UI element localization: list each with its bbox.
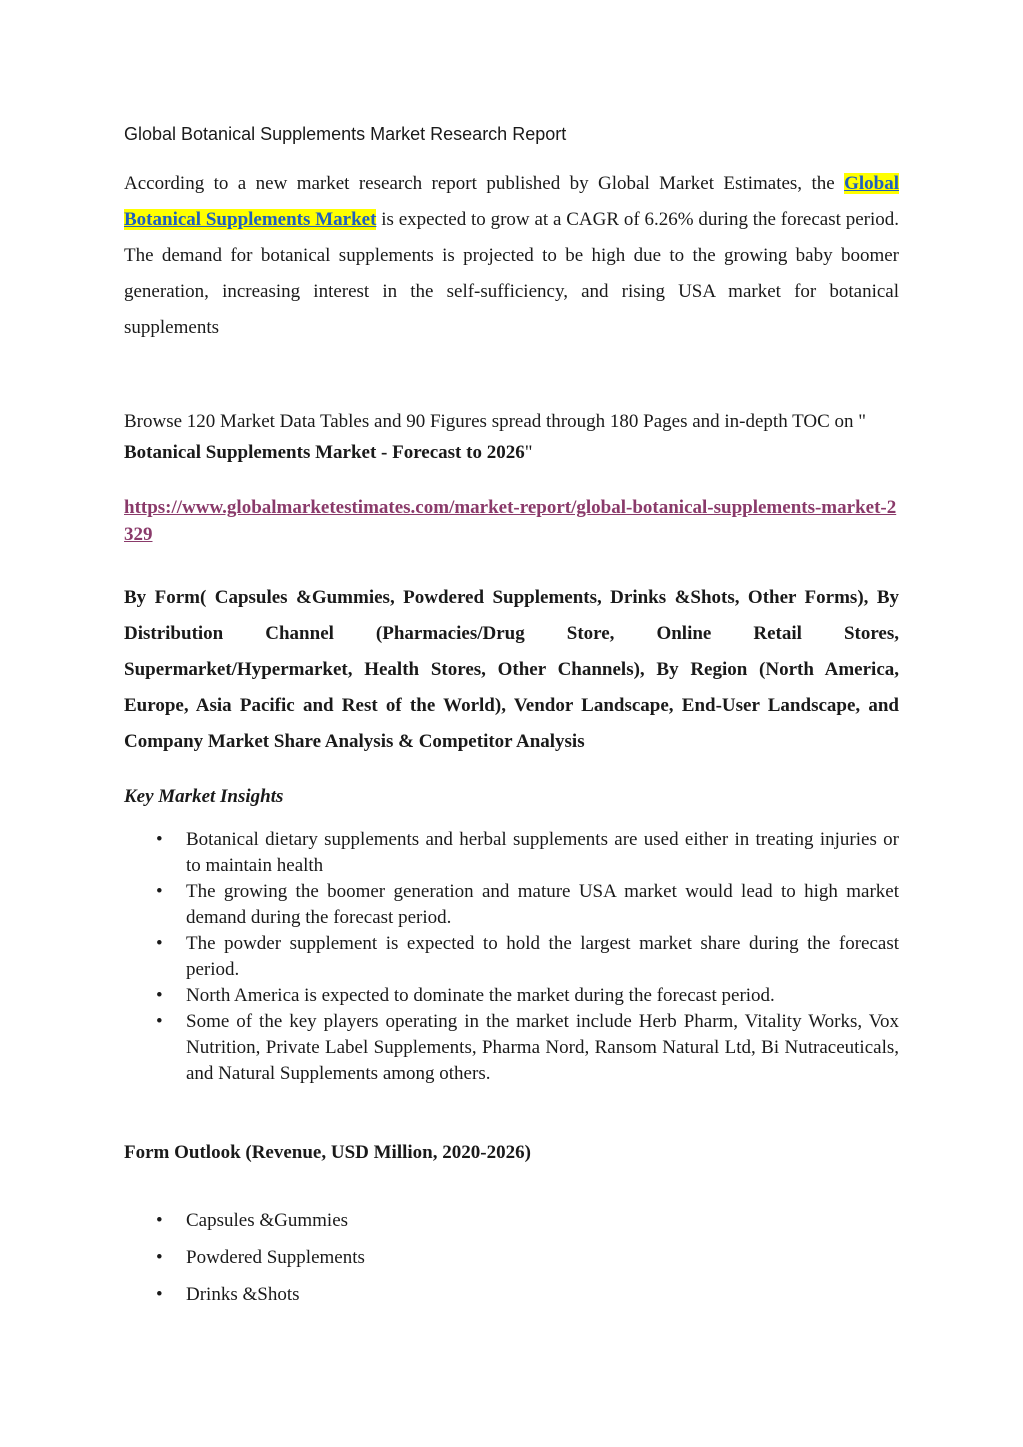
insight-text: Botanical dietary supplements and herbal supplements are used either in treating injuries or to maintain health [186, 829, 899, 876]
form-outlook-heading: Form Outlook (Revenue, USD Million, 2020-2026) [124, 1142, 531, 1163]
form-item-text: Powdered Supplements [186, 1247, 365, 1268]
bullet-icon: • [156, 1284, 163, 1305]
bullet-icon: • [156, 829, 163, 850]
browse-text-before: Browse 120 Market Data Tables and 90 Figures spread through 180 Pages and in-depth TOC on " [124, 411, 867, 432]
intro-text-before: According to a new market research report published by Global Market Estimates, the [124, 173, 845, 194]
bullet-icon: • [156, 881, 163, 902]
insight-text: The growing the boomer generation and mature USA market would lead to high market demand during the forecast period. [186, 881, 899, 928]
insights-heading: Key Market Insights [124, 786, 284, 807]
insight-text: Some of the key players operating in the market include Herb Pharm, Vitality Works, Vox Nutrition, Private Label Supplements, Pharma Nord, Ransom Natural Ltd, Bi Nutraceuticals, and Natural Supplements among others. [186, 1011, 899, 1084]
list-item [124, 1009, 899, 1087]
bullet-icon: • [156, 1210, 163, 1231]
insights-list [124, 827, 899, 1087]
browse-text-after: " [524, 442, 533, 463]
list-item [124, 1202, 899, 1239]
form-outlook-list [124, 1202, 899, 1313]
intro-text-after: is expected to grow at a CAGR of 6.26% during the forecast period. The demand for botanical supplements is projected to be high due to the growing baby boomer generation, increasing interest in the self-sufficiency, and rising USA market for botanical supplements [124, 209, 899, 338]
document-title: Global Botanical Supplements Market Research Report [124, 124, 567, 144]
report-name: Botanical Supplements Market - Forecast to 2026 [124, 442, 525, 463]
list-item [124, 879, 899, 931]
list-item [124, 1239, 899, 1276]
form-item-text: Drinks &Shots [186, 1284, 300, 1305]
list-item [124, 983, 899, 1009]
insight-text: The powder supplement is expected to hold the largest market share during the forecast period. [186, 933, 899, 980]
form-item-text: Capsules &Gummies [186, 1210, 349, 1231]
bullet-icon: • [156, 985, 163, 1006]
segments-paragraph: By Form( Capsules &Gummies, Powdered Supplements, Drinks &Shots, Other Forms), By Distribution Channel (Pharmacies/Drug Store, Online Retail Stores, Supermarket/Hypermarket, Health Stores, Other Channels), By Region (North America, Europe, Asia Pacific and Rest of the World), Vendor Landscape, End-User Landscape, and Company Market Share Analysis & Competitor Analysis [124, 587, 899, 752]
bullet-icon: • [156, 1011, 163, 1032]
browse-paragraph [124, 406, 899, 468]
report-url-link[interactable]: https://www.globalmarketestimates.com/market-report/global-botanical-supplements-market-2329 [124, 497, 897, 545]
bullet-icon: • [156, 933, 163, 954]
bullet-icon: • [156, 1247, 163, 1268]
list-item [124, 827, 899, 879]
intro-paragraph [124, 166, 899, 346]
list-item [124, 931, 899, 983]
insight-text: North America is expected to dominate the market during the forecast period. [186, 985, 775, 1006]
list-item [124, 1276, 899, 1313]
market-link[interactable]: Global Botanical Supplements Market [124, 173, 899, 230]
